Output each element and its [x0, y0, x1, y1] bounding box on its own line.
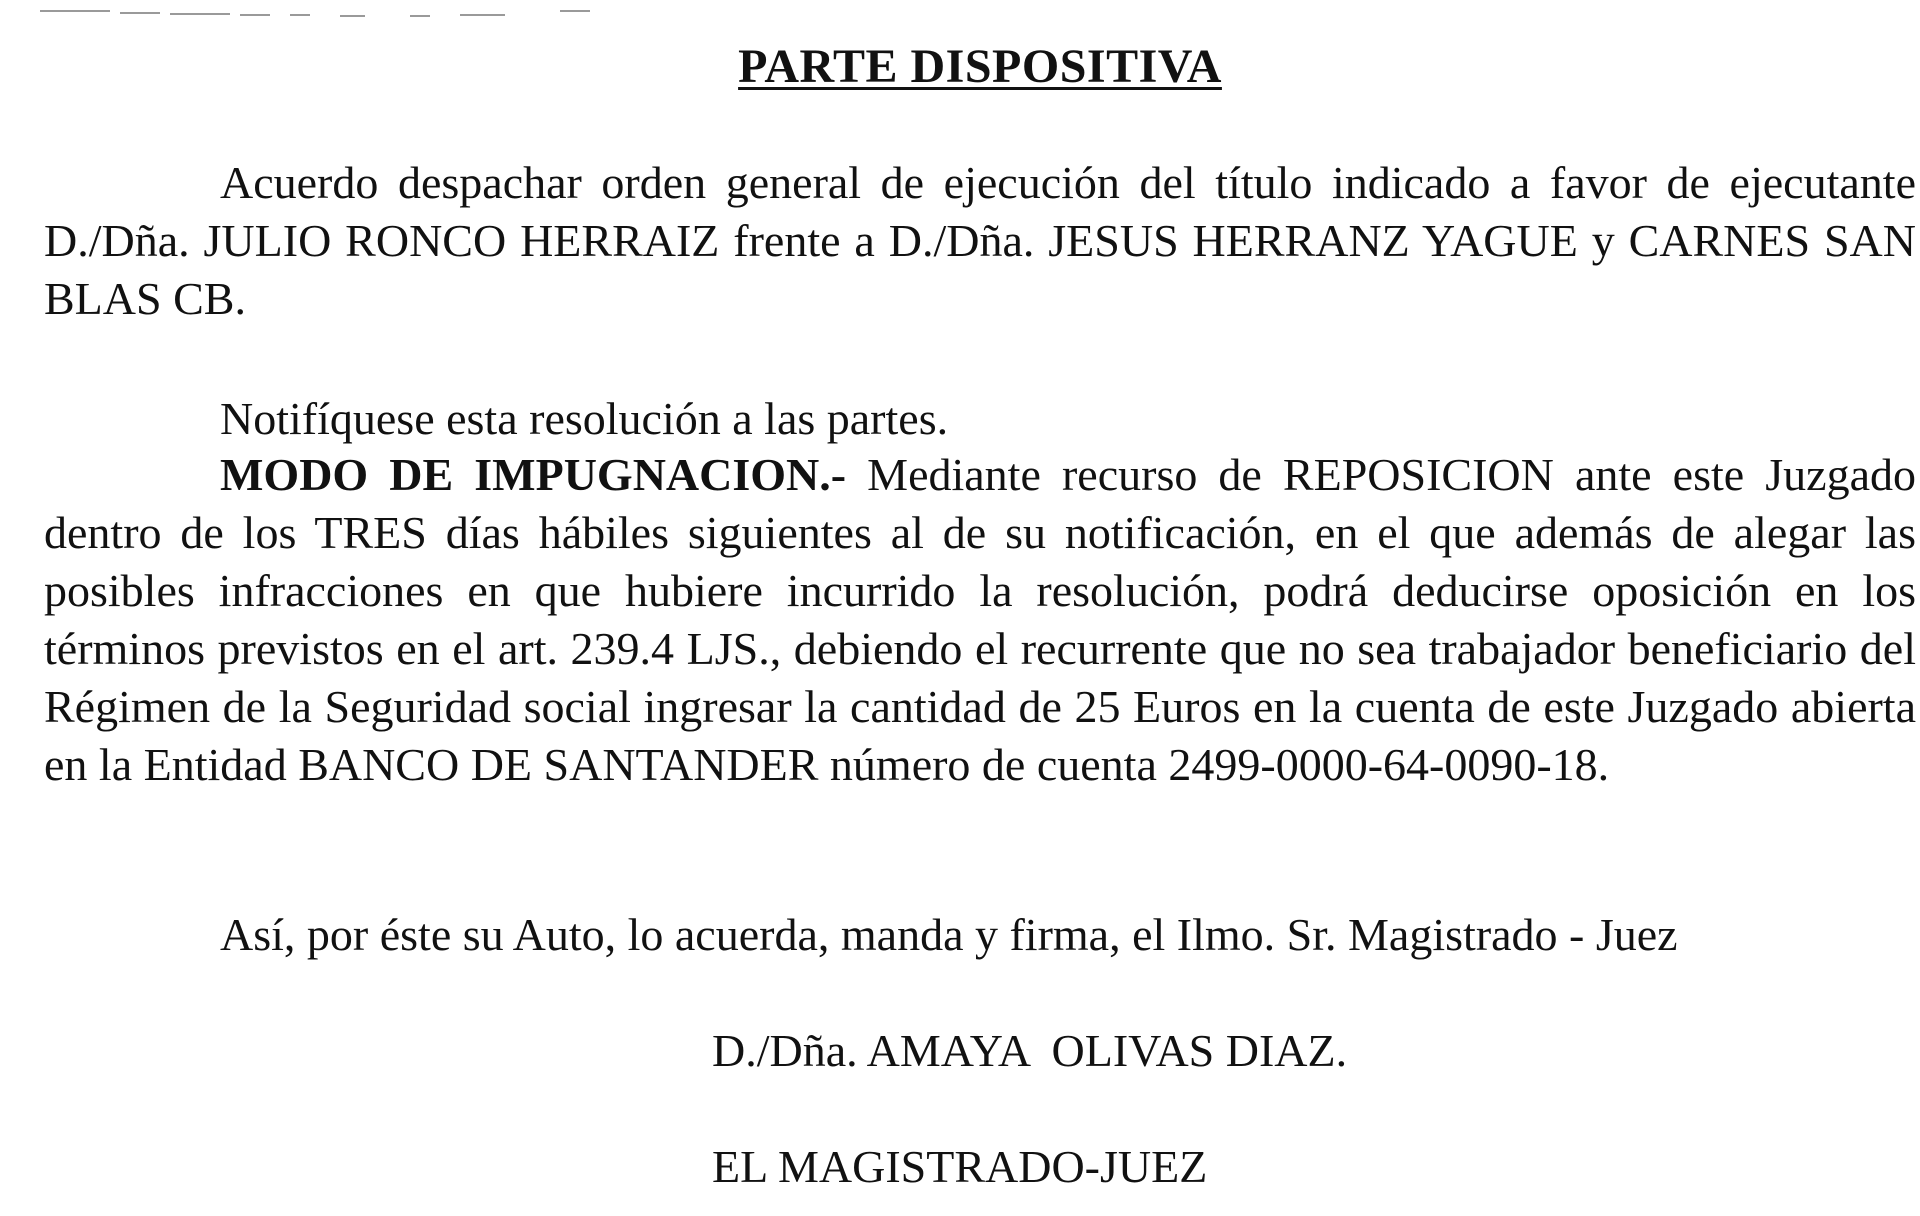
judge-name: D./Dña. AMAYA OLIVAS DIAZ. [712, 1025, 1348, 1076]
paragraph-execution-order: Acuerdo despachar orden general de ejecución del título indicado a favor de ejecutante D./Dña. JULIO RONCO HERRAIZ frente a D./Dña. JESUS HERRANZ YAGUE y CARNES SAN BLAS CB. [44, 157, 1916, 324]
appeal-body: Mediante recurso de REPOSICION ante este Juzgado dentro de los TRES días hábiles siguientes al de su notificación, en el que además de alegar las posibles infracciones en que hubiere incurrido la resolución, podrá deducirse oposición en los términos previstos en el art. 239.4 LJS., debiendo el recurrente que no sea trabajador beneficiario del Régimen de la Seguridad social ingresar la cantidad de 25 Euros en la cuenta de este Juzgado abierta en la Entidad BANCO DE SANTANDER número de cuenta 2499-0000-64-0090-18. [44, 449, 1916, 790]
paragraph-appeal-method [44, 446, 1916, 794]
scan-artifact [40, 4, 640, 20]
closing-formula: Así, por éste su Auto, lo acuerda, manda y firma, el Ilmo. Sr. Magistrado - Juez [220, 909, 1678, 960]
document-title: PARTE DISPOSITIVA [738, 40, 1222, 93]
judge-title: EL MAGISTRADO-JUEZ [712, 1141, 1208, 1192]
paragraph-notification: Notifíquese esta resolución a las partes. [220, 393, 949, 444]
appeal-heading: MODO DE IMPUGNACION.- [220, 449, 847, 500]
